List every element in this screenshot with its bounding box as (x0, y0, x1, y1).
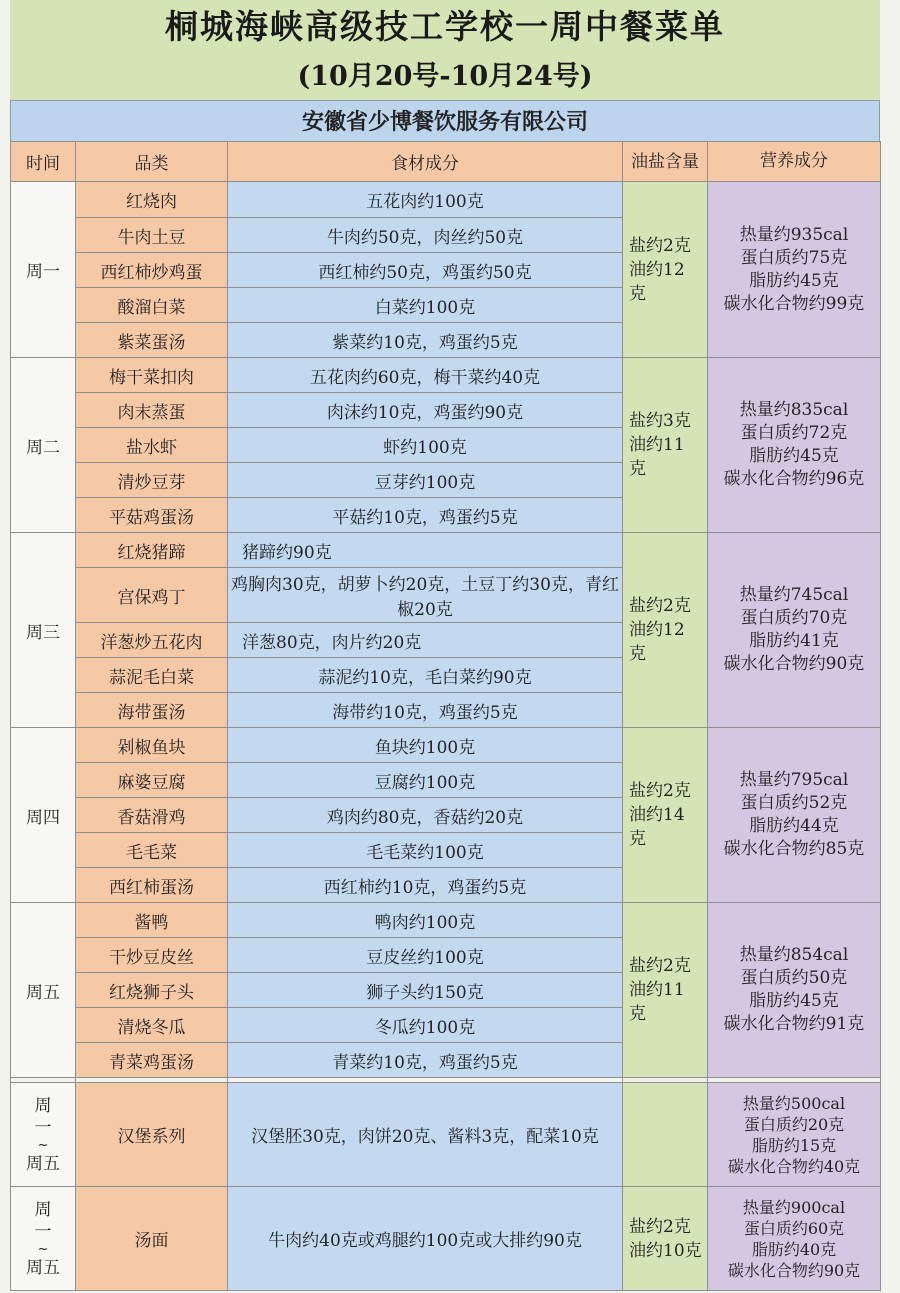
dish-ingredients: 汉堡胚30克，肉饼20克、酱料3克，配菜10克 (228, 1083, 623, 1187)
nutrition-line: 脂肪约41克 (749, 631, 839, 651)
oil-salt-lines (623, 779, 707, 851)
nutrition-line: 脂肪约40克 (751, 1239, 837, 1259)
nutrition-line: 脂肪约44克 (749, 816, 839, 836)
oil-salt-cell (623, 358, 708, 533)
oil-salt-line: 油约12 (629, 620, 685, 640)
nutrition-line: 脂肪约15克 (751, 1135, 837, 1155)
dish-ingredients: 猪蹄约90克 (228, 533, 623, 568)
nutrition-line: 碳水化合物约85克 (723, 839, 865, 859)
dish-name: 红烧猪蹄 (76, 533, 228, 568)
oil-salt-lines (623, 954, 707, 1026)
dish-name: 酸溜白菜 (76, 288, 228, 323)
nutrition-line: 蛋白质约52克 (740, 793, 848, 813)
dish-name: 牛肉土豆 (76, 218, 228, 253)
oil-salt-line: 克 (629, 1004, 646, 1024)
oil-salt-line: 油约12 (629, 259, 685, 280)
oil-salt-line: 克 (629, 829, 646, 849)
dish-name: 汤面 (76, 1187, 228, 1291)
nutrition-cell (708, 358, 881, 533)
dish-ingredients: 西红柿约10克，鸡蛋约5克 (228, 868, 623, 903)
day-range-line: 周 (34, 1095, 52, 1116)
company-name: 安徽省少博餐饮服务有限公司 (10, 100, 880, 142)
dish-ingredients: 白菜约100克 (228, 288, 623, 323)
extra-row (11, 1187, 881, 1291)
dish-name: 剁椒鱼块 (76, 728, 228, 763)
oil-salt-cell (623, 182, 708, 358)
dish-ingredients: 鸡肉约80克，香菇约20克 (228, 798, 623, 833)
dish-ingredients: 肉沫约10克，鸡蛋约90克 (228, 393, 623, 428)
dish-name: 西红柿蛋汤 (76, 868, 228, 903)
dish-ingredients: 海带约10克，鸡蛋约5克 (228, 693, 623, 728)
col-header-ingredients: 食材成分 (228, 142, 623, 182)
extra-row (11, 1083, 881, 1187)
day-range-line: ~ (37, 1137, 49, 1153)
dish-ingredients: 鱼块约100克 (228, 728, 623, 763)
nutrition-line: 脂肪约45克 (749, 270, 839, 291)
nutrition-line: 蛋白质约50克 (740, 968, 848, 988)
oil-salt-line: 油约10克 (629, 1240, 702, 1261)
dish-ingredients: 毛毛菜约100克 (228, 833, 623, 868)
dish-ingredients: 平菇约10克，鸡蛋约5克 (228, 498, 623, 533)
nutrition-cell (708, 1187, 881, 1291)
table-row (11, 533, 881, 568)
oil-salt-line: 盐约2克 (629, 781, 691, 801)
table-row (11, 358, 881, 393)
dish-ingredients: 鸡胸肉30克，胡萝卜约20克，土豆丁约30克，青红椒20克 (228, 568, 623, 623)
day-label: 周二 (11, 358, 76, 533)
day-range-label (11, 1187, 76, 1291)
day-label: 周一 (11, 182, 76, 358)
dish-ingredients: 牛肉约40克或鸡腿约100克或大排约90克 (228, 1187, 623, 1291)
oil-salt-line: 盐约2克 (629, 956, 691, 976)
oil-salt-line: 克 (629, 644, 646, 664)
nutrition-cell (708, 1083, 881, 1187)
nutrition-lines (708, 1093, 880, 1177)
oil-salt-cell (623, 1083, 708, 1187)
day-label: 周四 (11, 728, 76, 903)
day-range-line: 周五 (26, 1153, 60, 1174)
page-title: 桐城海峡高级技工学校一周中餐菜单 (10, 0, 880, 52)
dish-name: 清烧冬瓜 (76, 1008, 228, 1043)
oil-salt-cell (623, 728, 708, 903)
nutrition-line: 脂肪约45克 (749, 446, 839, 466)
table-row (11, 903, 881, 938)
dish-ingredients: 五花肉约100克 (228, 182, 623, 218)
nutrition-lines (708, 584, 880, 676)
oil-salt-lines (623, 1215, 707, 1263)
oil-salt-line: 克 (629, 459, 646, 479)
nutrition-lines (708, 224, 880, 316)
dish-ingredients: 蒜泥约10克，毛白菜约90克 (228, 658, 623, 693)
oil-salt-line: 油约11 (629, 435, 685, 455)
day-range-label (11, 1083, 76, 1187)
table-row (11, 182, 881, 218)
dish-ingredients: 虾约100克 (228, 428, 623, 463)
nutrition-line: 热量约935cal (739, 224, 849, 245)
nutrition-line: 蛋白质约72克 (740, 423, 848, 443)
day-range-line: 一 (34, 1117, 52, 1138)
col-header-time: 时间 (11, 142, 76, 182)
dish-name: 梅干菜扣肉 (76, 358, 228, 393)
dish-ingredients: 紫菜约10克，鸡蛋约5克 (228, 323, 623, 358)
nutrition-cell (708, 903, 881, 1078)
nutrition-line: 碳水化合物约90克 (723, 654, 865, 674)
oil-salt-cell (623, 533, 708, 728)
dish-ingredients: 青菜约10克，鸡蛋约5克 (228, 1043, 623, 1078)
dish-name: 西红柿炒鸡蛋 (76, 253, 228, 288)
dish-ingredients: 冬瓜约100克 (228, 1008, 623, 1043)
dish-name: 洋葱炒五花肉 (76, 623, 228, 658)
dish-name: 毛毛菜 (76, 833, 228, 868)
nutrition-line: 碳水化合物约91克 (723, 1014, 865, 1034)
day-range-line: ~ (37, 1241, 49, 1257)
day-range-line: 周 (34, 1199, 52, 1220)
oil-salt-line: 盐约2克 (629, 235, 691, 256)
dish-name: 麻婆豆腐 (76, 763, 228, 798)
dish-name: 红烧狮子头 (76, 973, 228, 1008)
nutrition-line: 碳水化合物约99克 (723, 293, 865, 314)
dish-ingredients: 五花肉约60克，梅干菜约40克 (228, 358, 623, 393)
dish-ingredients: 西红柿约50克，鸡蛋约50克 (228, 253, 623, 288)
day-range-line: 一 (34, 1221, 52, 1242)
dish-name: 紫菜蛋汤 (76, 323, 228, 358)
oil-salt-cell (623, 903, 708, 1078)
nutrition-lines (708, 1197, 880, 1281)
oil-salt-lines (623, 234, 707, 306)
nutrition-line: 热量约835cal (739, 400, 849, 420)
date-range: (10月20号-10月24号) (10, 52, 880, 100)
oil-salt-line: 克 (629, 283, 646, 304)
dish-name: 红烧肉 (76, 182, 228, 218)
dish-ingredients: 豆皮丝约100克 (228, 938, 623, 973)
nutrition-line: 碳水化合物约96克 (723, 469, 865, 489)
dish-name: 海带蛋汤 (76, 693, 228, 728)
dish-name: 蒜泥毛白菜 (76, 658, 228, 693)
dish-name: 酱鸭 (76, 903, 228, 938)
nutrition-line: 热量约745cal (739, 585, 849, 605)
dish-ingredients: 洋葱80克，肉片约20克 (228, 623, 623, 658)
nutrition-cell (708, 728, 881, 903)
dish-ingredients: 鸭肉约100克 (228, 903, 623, 938)
nutrition-line: 热量约900cal (742, 1197, 846, 1217)
oil-salt-line: 油约11 (629, 980, 685, 1000)
dish-name: 宫保鸡丁 (76, 568, 228, 623)
dish-name: 干炒豆皮丝 (76, 938, 228, 973)
nutrition-line: 脂肪约45克 (749, 991, 839, 1011)
oil-salt-lines (623, 409, 707, 481)
dish-ingredients: 牛肉约50克，肉丝约50克 (228, 218, 623, 253)
nutrition-line: 碳水化合物约90克 (727, 1260, 861, 1280)
oil-salt-line: 盐约2克 (629, 596, 691, 616)
oil-salt-line: 盐约2克 (629, 1216, 691, 1237)
menu-table (10, 141, 881, 1291)
dish-name: 汉堡系列 (76, 1083, 228, 1187)
col-header-oil-salt: 油盐含量 (623, 142, 708, 182)
day-label: 周五 (11, 903, 76, 1078)
day-range-line: 周五 (26, 1257, 60, 1278)
nutrition-line: 热量约795cal (739, 770, 849, 790)
oil-salt-line: 油约14 (629, 805, 685, 825)
header-row (11, 142, 881, 182)
oil-salt-cell (623, 1187, 708, 1291)
col-header-category: 品类 (76, 142, 228, 182)
table-row (11, 728, 881, 763)
oil-salt-line: 盐约3克 (629, 411, 691, 431)
nutrition-line: 热量约854cal (739, 945, 849, 965)
nutrition-lines (708, 944, 880, 1036)
nutrition-line: 蛋白质约70克 (740, 608, 848, 628)
nutrition-line: 蛋白质约75克 (740, 247, 848, 268)
nutrition-cell (708, 533, 881, 728)
dish-name: 清炒豆芽 (76, 463, 228, 498)
oil-salt-lines (623, 594, 707, 666)
nutrition-line: 碳水化合物约40克 (727, 1156, 861, 1176)
nutrition-line: 蛋白质约60克 (743, 1218, 845, 1238)
dish-ingredients: 豆芽约100克 (228, 463, 623, 498)
day-label: 周三 (11, 533, 76, 728)
dish-name: 盐水虾 (76, 428, 228, 463)
nutrition-lines (708, 399, 880, 491)
dish-name: 香菇滑鸡 (76, 798, 228, 833)
nutrition-lines (708, 769, 880, 861)
dish-name: 肉末蒸蛋 (76, 393, 228, 428)
dish-ingredients: 狮子头约150克 (228, 973, 623, 1008)
nutrition-cell (708, 182, 881, 358)
dish-name: 青菜鸡蛋汤 (76, 1043, 228, 1078)
dish-ingredients: 豆腐约100克 (228, 763, 623, 798)
dish-name: 平菇鸡蛋汤 (76, 498, 228, 533)
nutrition-line: 蛋白质约20克 (743, 1114, 845, 1134)
nutrition-line: 热量约500cal (742, 1093, 846, 1113)
col-header-nutrition: 营养成分 (708, 142, 881, 182)
